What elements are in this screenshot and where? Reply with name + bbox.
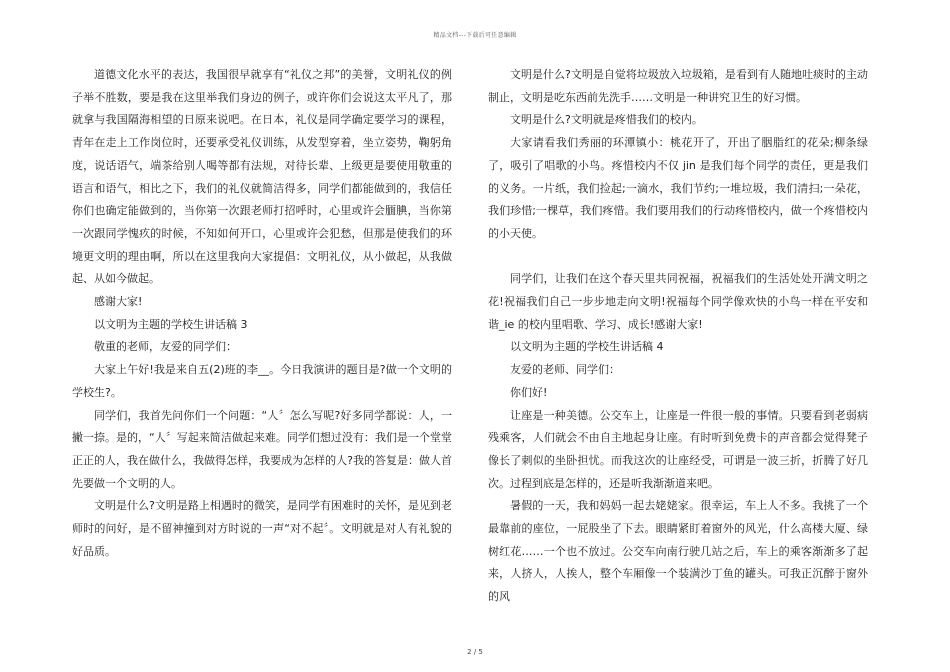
section-heading: 以文明为主题的学校生讲话稿 4: [510, 340, 664, 354]
left-column: [72, 64, 452, 563]
salutation: 敬重的老师，友爱的同学们：: [94, 340, 237, 354]
right-column: [488, 64, 868, 609]
paragraph: 同学们，让我们在这个春天里共同祝福，祝福我们的生活处处开满文明之花!祝福我们自己一步步地走向文明!祝福每个同学像欢快的小鸟一样在平安和谐_ie 的校内里唱歌、学习、成长!感谢大家!: [488, 272, 868, 331]
paragraph: 暑假的一天，我和妈妈一起去姥姥家。很幸运，车上人不多。我挑了一个最靠前的座位，一屁股坐了下去。眼睛紧盯着窗外的风光，什么高楼大厦、绿树红花……一个也不放过。公交车向南行驶几站之后，车上的乘客渐渐多了起来，人挤人，人挨人，整个车厢像一个装满沙丁鱼的罐头。可我正沉醉于窗外的风: [488, 499, 868, 604]
paragraph: 大家上午好!我是来自五(2)班的李__。今日我演讲的题目是?做一个文明的学校生?。: [72, 363, 452, 399]
page-number: 2 / 5: [467, 648, 483, 656]
section-heading: 以文明为主题的学校生讲话稿 3: [94, 317, 248, 331]
salutation: 友爱的老师、同学们：: [510, 363, 620, 377]
paragraph: 感谢大家!: [94, 295, 143, 309]
paragraph: 文明是什么?文明是路上相遇时的微笑，是同学有困难时的关怀，是见到老师时的问好，是不留神撞到对方时说的一声“对不起〞。文明就是对人有礼貌的好品质。: [72, 499, 452, 558]
paragraph: 同学们，我首先问你们一个问题：“人〞怎么写呢?好多同学都说：人，一撇一捺。是的，“人〞写起来简洁做起来难。同学们想过没有：我们是一个堂堂正正的人，我在做什么，我做得怎样，我要成为怎样的人?我的答复是：做人首先要做一个文明的人。: [72, 408, 452, 490]
paragraph: 道德文化水平的表达，我国很早就享有“礼仪之邦”的美誉，文明礼仪的例子举不胜数，要是我在这里举我们身边的例子，或许你们会说这太平凡了，那就拿与我国隔海相望的日原来说吧。在日本，礼仪是同学确定要学习的课程，青年在走上工作岗位时，还要承受礼仪训练，从发型穿着，坐立姿势，鞠躬角度，说话语气，端茶给别人喝等都有法规，对待长辈、上级更是要使用敬重的语言和语气，相比之下，我们的礼仪就简洁得多，同学们都能做到的，我信任你们也确定能做到的，当你第一次跟老师打招呼时，心里或许会腼腆，当你第一次跟同学愧疚的时候，不知如何开口，心里或许会犯愁，但那是使我们的环境更文明的理由啊，所以在这里我向大家提倡：文明礼仪，从小做起，从我做起、从如今做起。: [72, 68, 452, 286]
paragraph-gap: [488, 246, 868, 269]
page-header: 精品文档---下载后可任意编辑: [433, 32, 517, 39]
greeting: 你们好!: [510, 385, 548, 399]
paragraph: 文明是什么?文明就是疼惜我们的校内。: [510, 113, 703, 127]
paragraph: 大家请看我们秀丽的环潭镇小：桃花开了，开出了胭脂红的花朵;柳条绿了，吸引了唱歌的小鸟。疼惜校内不仅 jin 是我们每个同学的责任，更是我们的义务。一片纸，我们捡起;一滴水，我们节约;一堆垃圾，我们清扫;一朵花，我们珍惜;一棵草，我们疼惜。我们要用我们的行动疼惜校内，做一个疼惜校内的小天使。: [488, 136, 868, 240]
paragraph: 让座是一种美德。公交车上，让座是一件很一般的事情。只要看到老弱病残乘客，人们就会不由自主地起身让座。有时听到免费卡的声音都会觉得凳子像长了刺似的坐卧担忧。而我这次的让座经受，可谓是一波三折，折腾了好几次。过程到底是怎样的，还是听我渐渐道来吧。: [488, 408, 868, 490]
paragraph: 文明是什么?文明是自觉将垃圾放入垃圾箱，是看到有人随地吐痰时的主动制止，文明是吃东西前先洗手……文明是一种讲究卫生的好习惯。: [488, 68, 868, 104]
